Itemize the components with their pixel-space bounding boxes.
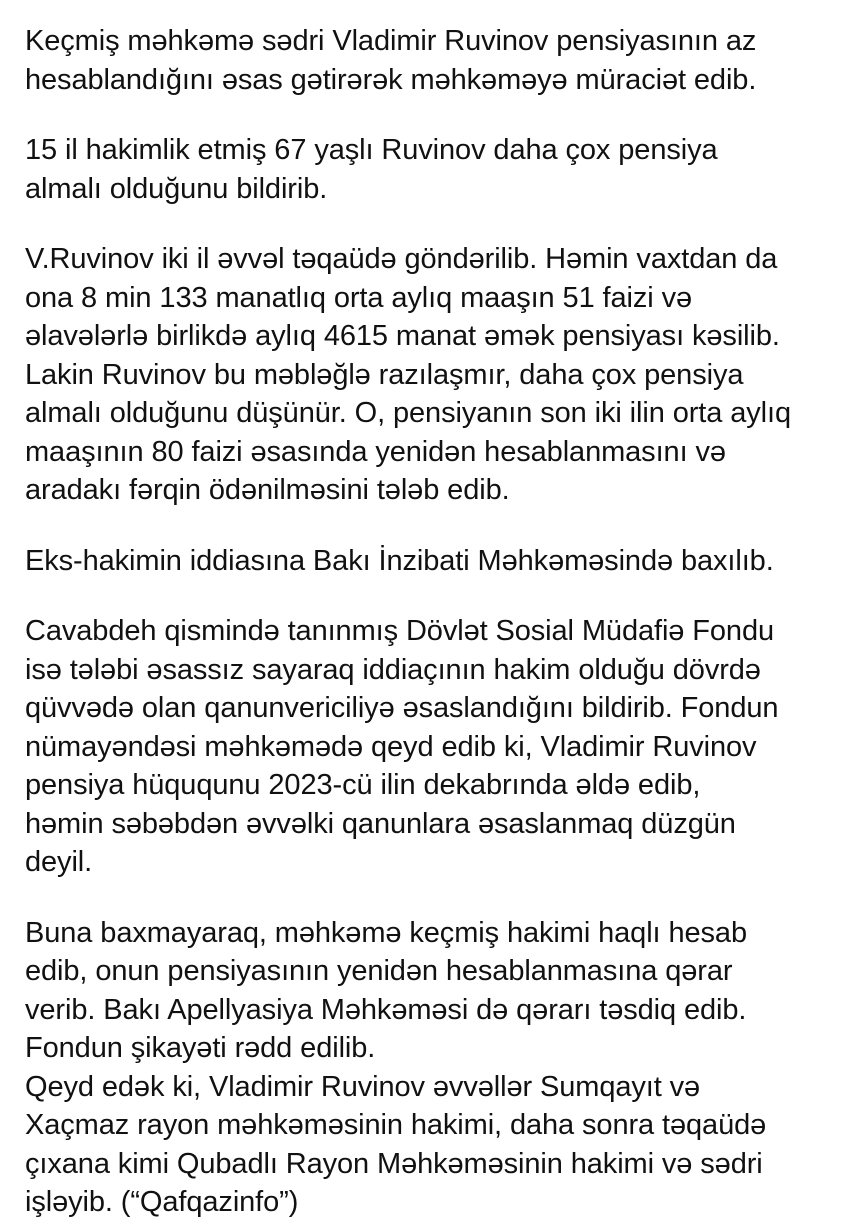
text-line: hesablandığını əsas gətirərək məhkəməyə müraciət edib. xyxy=(25,63,757,96)
text-line: isə tələbi əsassız sayaraq iddiaçının hakim olduğu dövrdə xyxy=(25,653,761,686)
paragraph xyxy=(25,612,868,882)
text-line: əlavələrlə birlikdə aylıq 4615 manat əmək pensiyası kəsilib. xyxy=(25,320,780,352)
paragraph xyxy=(25,914,868,1222)
text-line: çıxana kimi Qubadlı Rayon Məhkəməsinin hakimi və sədri xyxy=(25,1147,763,1180)
paragraph xyxy=(25,131,868,208)
text-line: Buna baxmayaraq, məhkəmə keçmiş hakimi haqlı hesab xyxy=(25,916,747,949)
text-line: qüvvədə olan qanunvericiliyə əsaslandığını bildirib. Fondun xyxy=(25,692,779,724)
text-line: ona 8 min 133 manatlıq orta aylıq maaşın 51 faizi və xyxy=(25,281,693,314)
text-line: Lakin Ruvinov bu məbləğlə razılaşmır, daha çox pensiya xyxy=(25,358,744,391)
text-line: Xaçmaz rayon məhkəməsinin hakimi, daha sonra təqaüdə xyxy=(25,1109,767,1141)
text-line: nümayəndəsi məhkəmədə qeyd edib ki, Vladimir Ruvinov xyxy=(25,730,757,763)
text-line: deyil. xyxy=(25,846,93,878)
text-line: 15 il hakimlik etmiş 67 yaşlı Ruvinov daha çox pensiya xyxy=(25,134,718,166)
text-line: həmin səbəbdən əvvəlki qanunlara əsaslanmaq düzgün xyxy=(25,807,736,840)
text-line: Eks-hakimin iddiasına Bakı İnzibati Məhkəməsində baxılıb. xyxy=(25,544,774,577)
text-line: almalı olduğunu bildirib. xyxy=(25,172,328,205)
text-line: işləyib. (“Qafqazinfo”) xyxy=(25,1186,299,1218)
text-line: Cavabdeh qismində tanınmış Dövlət Sosial Müdafiə Fondu xyxy=(25,615,775,647)
text-line: V.Ruvinov iki il əvvəl təqaüdə göndərilib. Həmin vaxtdan da xyxy=(25,243,778,275)
text-line: maaşının 80 faizi əsasında yenidən hesablanmasını və xyxy=(25,435,726,468)
text-line: aradakı fərqin ödənilməsini tələb edib. xyxy=(25,474,510,506)
text-line: edib, onun pensiyasının yenidən hesablanmasına qərar xyxy=(25,955,733,987)
text-line: Fondun şikayəti rədd edilib. xyxy=(25,1032,376,1064)
text-line: Keçmiş məhkəmə sədri Vladimir Ruvinov pensiyasının az xyxy=(25,25,757,57)
text-line: almalı olduğunu düşünür. O, pensiyanın son iki ilin orta aylıq xyxy=(25,397,791,429)
paragraph xyxy=(25,240,868,510)
text-line: pensiya hüququnu 2023-cü ilin dekabrında əldə edib, xyxy=(25,769,701,801)
paragraph xyxy=(25,22,868,99)
text-line: verib. Bakı Apellyasiya Məhkəməsi də qərarı təsdiq edib. xyxy=(25,993,747,1026)
paragraph xyxy=(25,542,868,581)
text-line: Qeyd edək ki, Vladimir Ruvinov əvvəllər Sumqayıt və xyxy=(25,1070,701,1103)
